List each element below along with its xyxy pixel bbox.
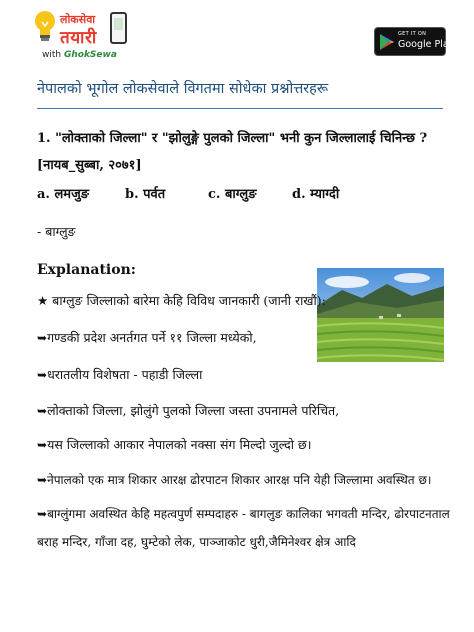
bullet-4 <box>37 436 311 453</box>
option-d[interactable]: d. म्याग्दी <box>292 187 340 202</box>
bullet-3 <box>37 402 339 419</box>
bullet-3-text: लोक्ताको जिल्ला, झोलुंगे पुलको जिल्ला जस्ता उपनामले परिचित, <box>47 403 340 418</box>
google-play-small-text: GET IT ON <box>398 31 427 37</box>
question-text: 1. "लोक्ताको जिल्ला" र "झोलुङ्गे पुलको जिल्ला" भनी कुन जिल्लालाई चिनिन्छ ? <box>37 131 428 146</box>
logo-sub-brand: GhokSewa <box>63 50 117 60</box>
logo-main-text: तयारी <box>60 28 97 48</box>
bullet-6-continuation: बराह मन्दिर, गाँजा दह, घुम्टेको लेक, पाञ्जाकोट धुरी,जैमिनेश्वर क्षेत्र आदि <box>37 535 356 549</box>
option-b[interactable]: b. पर्वत <box>125 187 166 202</box>
explanation-heading: Explanation: <box>37 262 136 278</box>
arrow-icon: ➥ <box>37 473 48 487</box>
bullet-1 <box>37 329 257 346</box>
bullet-4-text: यस जिल्लाको आकार नेपालको नक्सा संग मिल्दो जुल्दो छ। <box>47 437 312 452</box>
bullet-2 <box>37 366 202 383</box>
bullet-1-text: गण्डकी प्रदेश अनर्तगत पर्ने ११ जिल्ला मध्येको, <box>47 330 257 345</box>
play-store-icon <box>380 34 394 50</box>
logo-subtitle <box>42 50 117 60</box>
arrow-icon: ➥ <box>37 368 48 382</box>
explanation-intro: ★ बाग्लुङ जिल्लाको बारेमा केहि विविध जानकारी (जानी राखौं): <box>37 293 326 308</box>
google-play-badge[interactable] <box>374 27 455 56</box>
phone-icon <box>110 12 127 44</box>
page-title: नेपालको भूगोल लोकसेवाले विगतमा सोधेका प्रश्नोत्तरहरू <box>37 81 329 97</box>
question-source: [नायब_सुब्बा, २०७१] <box>37 158 142 173</box>
arrow-icon: ➥ <box>37 438 48 452</box>
answer-text: - बाग्लुङ <box>37 224 76 239</box>
bullet-6-text: बाग्लुंगमा अवस्थित केहि महत्वपुर्ण सम्पदाहरु - बागलुङ कालिका भगवती मन्दिर, ढोरपाटनताल <box>47 507 450 521</box>
arrow-icon: ➥ <box>37 507 48 521</box>
logo-sub-prefix: with <box>42 50 64 60</box>
baglung-landscape-image <box>317 268 444 362</box>
option-a[interactable]: a. लमजुङ <box>37 187 89 202</box>
bullet-5-text: नेपालको एक मात्र शिकार आरक्ष ढोरपाटन शिकार आरक्ष पनि येही जिल्लामा अवस्थित छ। <box>47 473 432 487</box>
arrow-icon: ➥ <box>37 331 48 345</box>
title-divider <box>37 108 443 109</box>
brand-logo[interactable] <box>34 8 124 64</box>
logo-top-text: लोकसेवा <box>60 13 96 26</box>
bullet-2-text: धरातलीय विशेषता - पहाडी जिल्ला <box>47 367 203 382</box>
header <box>0 0 474 70</box>
lightbulb-icon <box>34 10 56 44</box>
bullet-6 <box>37 505 450 522</box>
option-c[interactable]: c. बाग्लुङ <box>208 187 257 202</box>
google-play-text: Google Play <box>398 39 455 50</box>
bullet-5 <box>37 471 431 488</box>
arrow-icon: ➥ <box>37 404 48 418</box>
